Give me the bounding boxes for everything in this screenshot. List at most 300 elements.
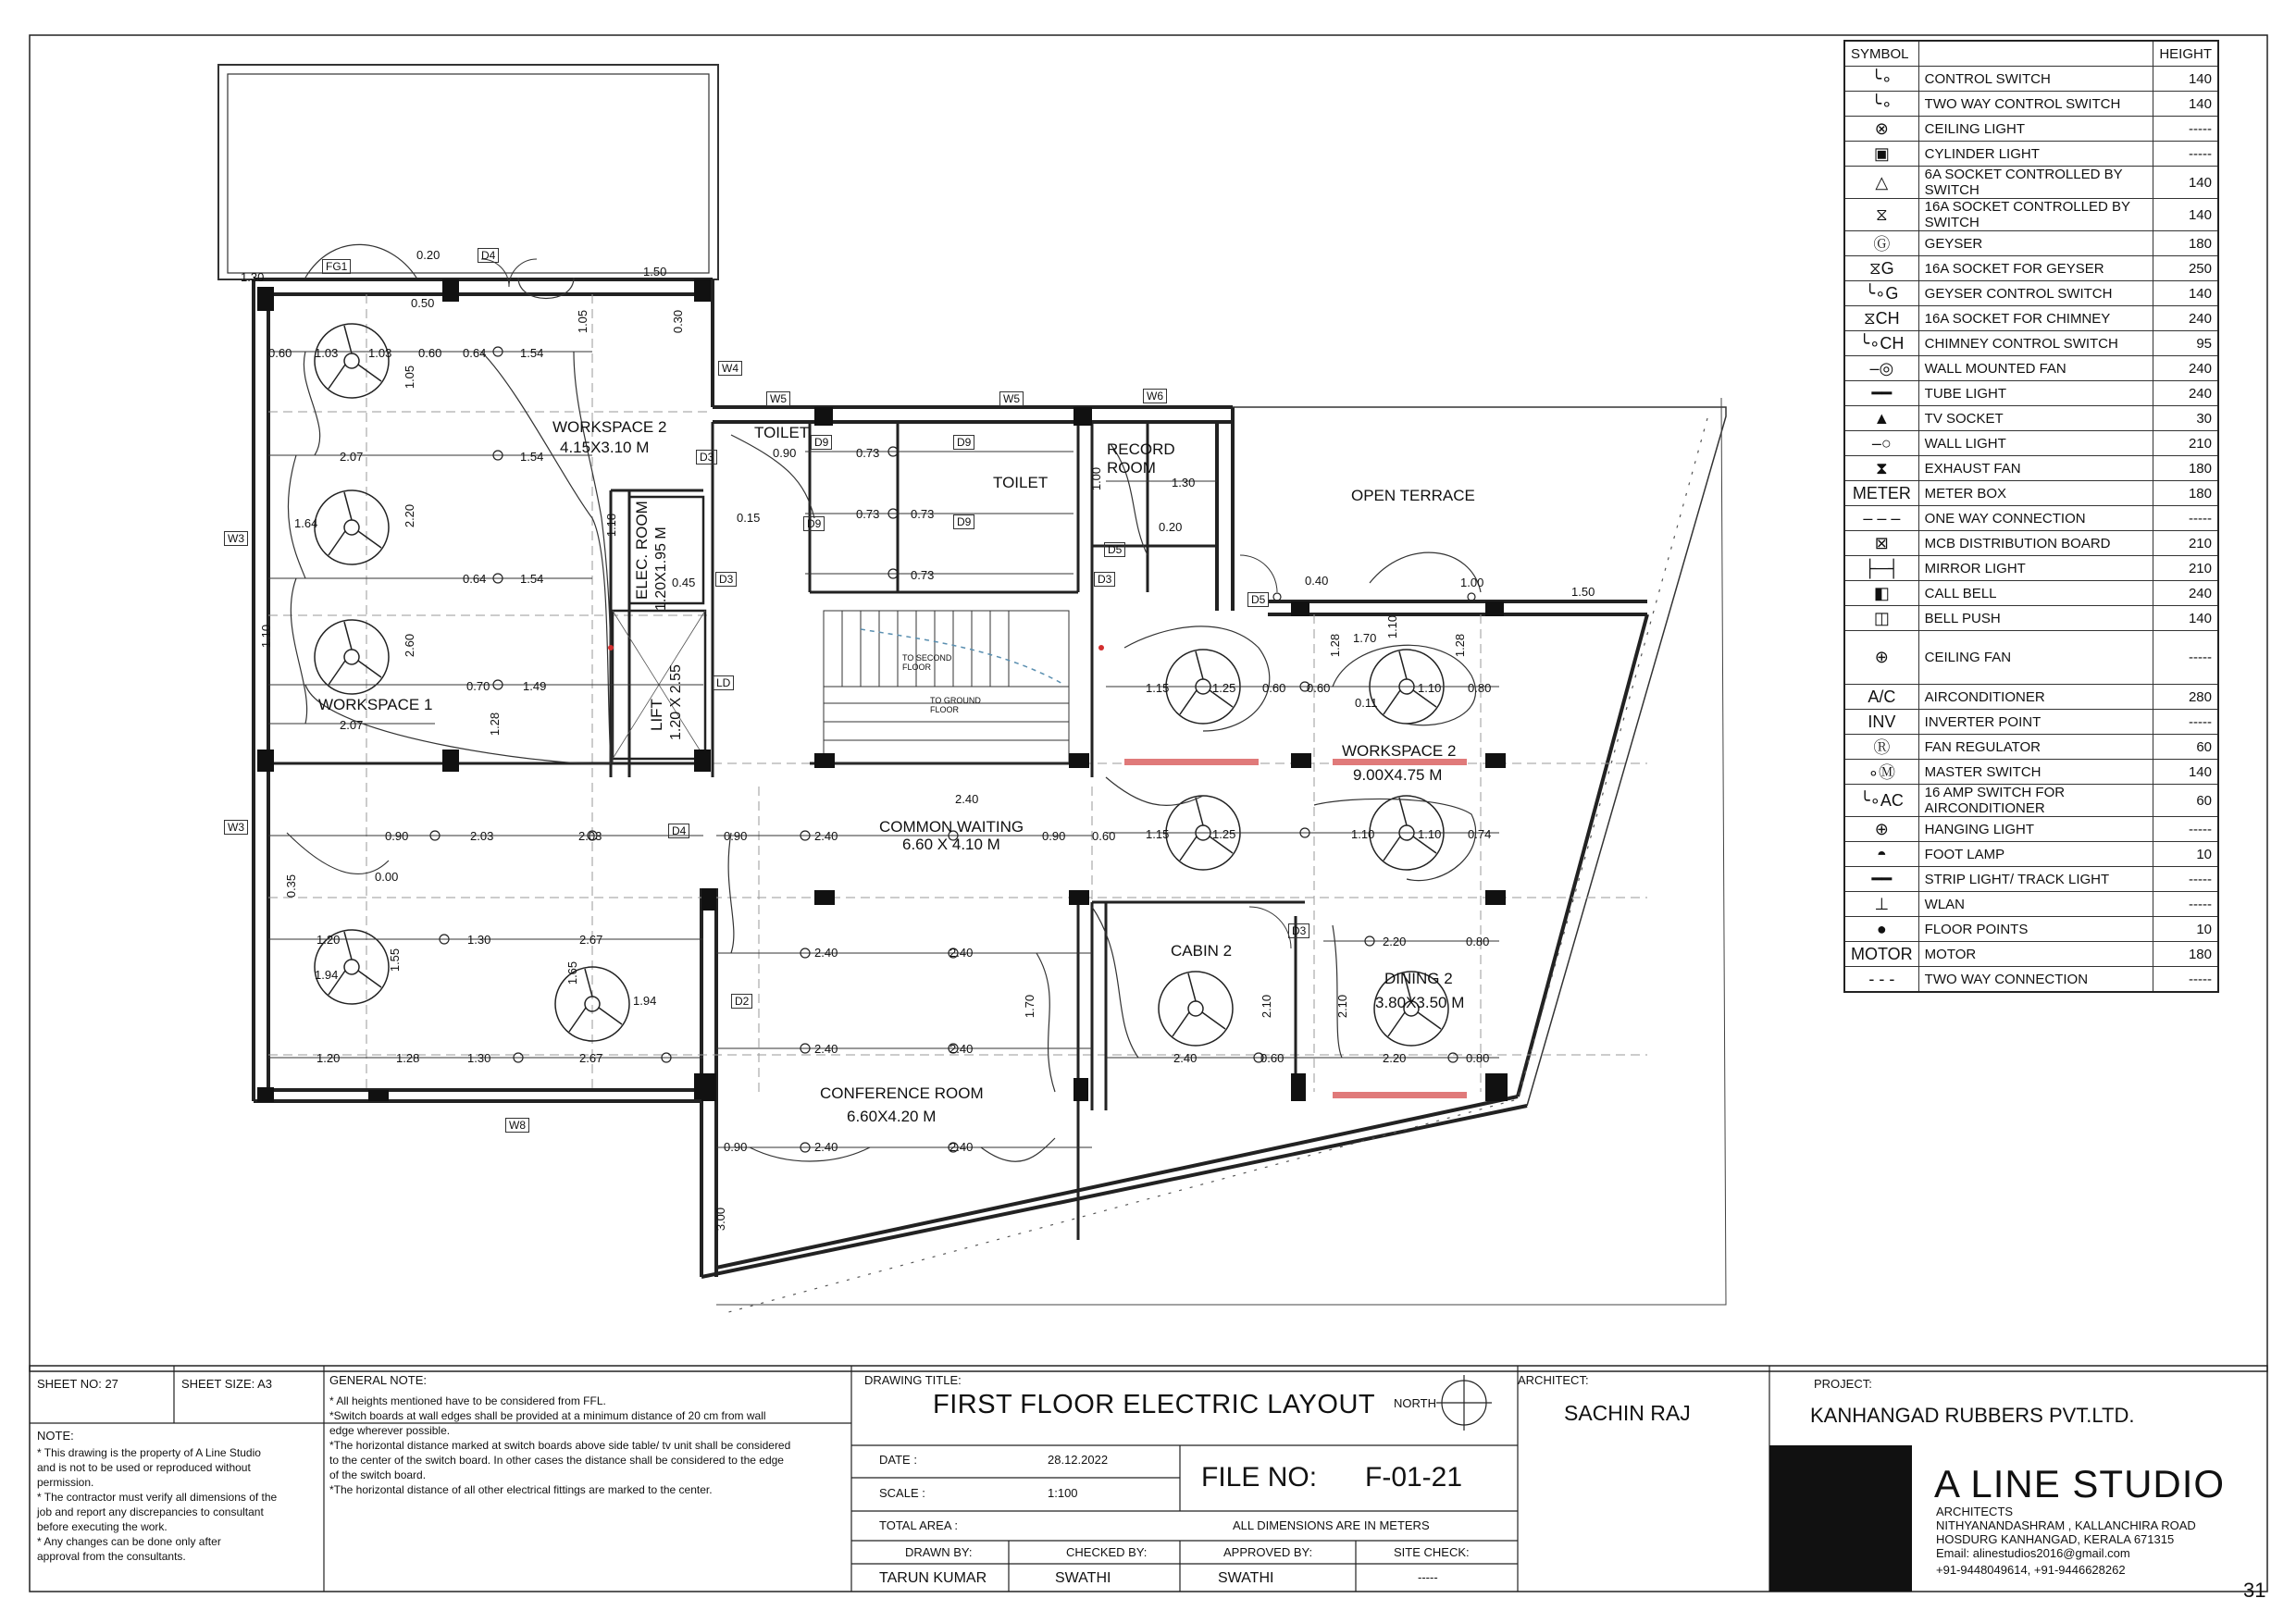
legend-row xyxy=(1844,481,2218,506)
project-name: KANHANGAD RUBBERS PVT.LTD. xyxy=(1810,1404,2135,1427)
sheet-size: SHEET SIZE: A3 xyxy=(181,1377,273,1391)
dimension: 1.20 xyxy=(316,933,341,947)
dimension: 2.20 xyxy=(1383,1051,1407,1065)
dimension: 1.25 xyxy=(1212,681,1236,695)
strip-light-icon: ━━ xyxy=(1844,867,1918,892)
legend-row xyxy=(1844,431,2218,456)
geyser-socket-icon: ⧖G xyxy=(1844,256,1918,281)
legend-height: 250 xyxy=(2153,256,2218,281)
legend-height: ----- xyxy=(2153,631,2218,685)
dimension: 0.11 xyxy=(1355,696,1378,710)
studio-email: Email: alinestudios2016@gmail.com xyxy=(1936,1546,2130,1560)
file-number: F-01-21 xyxy=(1365,1462,1463,1493)
legend-height: 140 xyxy=(2153,167,2218,199)
foot-lamp-icon: ◓ xyxy=(1844,842,1918,867)
studio-address-line: HOSDURG KANHANGAD, KERALA 671315 xyxy=(1936,1532,2175,1546)
legend-label: WALL MOUNTED FAN xyxy=(1918,356,2153,381)
approved-by-label: APPROVED BY: xyxy=(1223,1545,1313,1559)
studio-name: A LINE STUDIO xyxy=(1934,1462,2226,1505)
dimension: 0.90 xyxy=(724,829,748,843)
legend-height: 140 xyxy=(2153,281,2218,306)
legend-label: MOTOR xyxy=(1918,942,2153,967)
page-number: 31 xyxy=(2243,1579,2266,1602)
dimension: 2.40 xyxy=(955,792,979,806)
legend-label: TV SOCKET xyxy=(1918,406,2153,431)
inverter-point-icon: INV xyxy=(1844,710,1918,735)
room-size-lift: 1.20 X 2.55 xyxy=(668,664,684,740)
dimension: 2.10 xyxy=(1260,994,1274,1019)
legend-label: CHIMNEY CONTROL SWITCH xyxy=(1918,331,2153,356)
tag-d9: D9 xyxy=(811,435,832,450)
room-label-common-waiting: COMMON WAITING xyxy=(879,818,1024,836)
dimension: 0.30 xyxy=(671,309,686,334)
room-label-record: RECORD xyxy=(1107,440,1175,458)
dimension: 2.67 xyxy=(579,1051,603,1065)
legend-height: 60 xyxy=(2153,735,2218,760)
tag-w3: W3 xyxy=(224,531,248,546)
dimension: 1.64 xyxy=(294,516,318,530)
general-note-label: GENERAL NOTE: xyxy=(329,1373,427,1387)
dimension: 0.80 xyxy=(1466,1051,1490,1065)
legend-label: WLAN xyxy=(1918,892,2153,917)
legend-label: FAN REGULATOR xyxy=(1918,735,2153,760)
drawn-by-label: DRAWN BY: xyxy=(905,1545,973,1559)
dimension: 0.60 xyxy=(1260,1051,1285,1065)
legend-label: GEYSER CONTROL SWITCH xyxy=(1918,281,2153,306)
legend-label: CYLINDER LIGHT xyxy=(1918,142,2153,167)
site-check-label: SITE CHECK: xyxy=(1394,1545,1470,1559)
legend-row xyxy=(1844,685,2218,710)
dimension: 1.28 xyxy=(488,712,503,737)
geyser-icon: Ⓖ xyxy=(1844,231,1918,256)
dimension: 1.00 xyxy=(1460,576,1484,589)
legend-row xyxy=(1844,199,2218,231)
dimension: 1.03 xyxy=(368,346,392,360)
ceiling-light-icon: ⊗ xyxy=(1844,117,1918,142)
legend-label: ONE WAY CONNECTION xyxy=(1918,506,2153,531)
tag-d5: D5 xyxy=(1104,542,1125,557)
dimension: 0.73 xyxy=(856,507,880,521)
tag-d4: D4 xyxy=(478,248,499,263)
room-label-workspace2: WORKSPACE 2 xyxy=(552,418,667,436)
dimension: 1.30 xyxy=(1172,476,1196,489)
dimension: 2.10 xyxy=(1335,994,1350,1019)
drawing-title: FIRST FLOOR ELECTRIC LAYOUT xyxy=(933,1390,1376,1419)
legend-label: WALL LIGHT xyxy=(1918,431,2153,456)
north-arrow-icon xyxy=(1436,1375,1492,1431)
airconditioner-icon: A/C xyxy=(1844,685,1918,710)
checked-by-label: CHECKED BY: xyxy=(1066,1545,1148,1559)
date-value: 28.12.2022 xyxy=(1048,1453,1109,1467)
legend-row xyxy=(1844,735,2218,760)
dimension: 0.60 xyxy=(1092,829,1116,843)
general-note-line: *The horizontal distance of all other electrical fittings are marked to the center. xyxy=(329,1483,713,1496)
dimension: 1.28 xyxy=(1453,633,1468,658)
legend-row xyxy=(1844,606,2218,631)
room-label-elec-room: ELEC. ROOM xyxy=(633,501,651,600)
room-size-workspace2-east: 9.00X4.75 M xyxy=(1353,766,1443,784)
dimension: 0.73 xyxy=(911,507,935,521)
legend-height: 140 xyxy=(2153,92,2218,117)
legend-label: FOOT LAMP xyxy=(1918,842,2153,867)
legend-label: 16A SOCKET CONTROLLED BY SWITCH xyxy=(1918,199,2153,231)
room-size-workspace2: 4.15X3.10 M xyxy=(560,439,650,456)
dimension: 2.07 xyxy=(340,450,364,464)
legend-label: AIRCONDITIONER xyxy=(1918,685,2153,710)
dimension: 0.74 xyxy=(1468,827,1492,841)
dimension: 1.20 xyxy=(316,1051,341,1065)
socket-6a-icon: △ xyxy=(1844,167,1918,199)
ac-switch-icon: ╰∘AC xyxy=(1844,785,1918,817)
dimension: 2.40 xyxy=(814,1140,838,1154)
room-size-common-waiting: 6.60 X 4.10 M xyxy=(902,836,1000,853)
note-line: and is not to be used or reproduced without xyxy=(37,1461,251,1474)
site-check: ----- xyxy=(1418,1570,1438,1584)
two-way-connection-icon: - - - xyxy=(1844,967,1918,993)
legend-header-symbol: SYMBOL xyxy=(1844,41,1918,67)
dimension: 1.49 xyxy=(523,679,547,693)
legend-label: METER BOX xyxy=(1918,481,2153,506)
legend-row xyxy=(1844,231,2218,256)
legend-row xyxy=(1844,331,2218,356)
dimension: 1.55 xyxy=(388,948,403,973)
wall-fan-icon: –◎ xyxy=(1844,356,1918,381)
room-size-conference-room: 6.60X4.20 M xyxy=(847,1108,937,1125)
legend-label: CEILING FAN xyxy=(1918,631,2153,685)
legend-height: 210 xyxy=(2153,431,2218,456)
stair-label-up-floor: FLOOR xyxy=(902,663,932,672)
tube-light-icon: ━━ xyxy=(1844,381,1918,406)
legend-height: 10 xyxy=(2153,917,2218,942)
tag-d5: D5 xyxy=(1247,592,1269,607)
dimension: 0.00 xyxy=(375,870,399,884)
dimension: 0.80 xyxy=(1466,935,1490,948)
dimension: 0.73 xyxy=(856,446,880,460)
dimension: 2.07 xyxy=(340,718,364,732)
dimension: 1.70 xyxy=(1353,631,1377,645)
legend-row xyxy=(1844,581,2218,606)
dimension: 0.64 xyxy=(463,572,487,586)
general-note-line: of the switch board. xyxy=(329,1468,427,1481)
legend-label: GEYSER xyxy=(1918,231,2153,256)
dimension: 0.80 xyxy=(1468,681,1492,695)
legend-height: 10 xyxy=(2153,842,2218,867)
cylinder-light-icon: ▣ xyxy=(1844,142,1918,167)
scale-label: SCALE : xyxy=(879,1486,925,1500)
legend-height: ----- xyxy=(2153,867,2218,892)
exhaust-fan-icon: ⧗ xyxy=(1844,456,1918,481)
dimension: 0.35 xyxy=(284,873,299,898)
legend-height: 140 xyxy=(2153,760,2218,785)
legend-row xyxy=(1844,356,2218,381)
legend-label: CALL BELL xyxy=(1918,581,2153,606)
ceiling-fan-icon: ⊕ xyxy=(1844,631,1918,685)
dimension: 3.00 xyxy=(714,1207,728,1232)
dimension: 1.50 xyxy=(643,265,667,279)
dimension: 1.28 xyxy=(1328,633,1343,658)
symbol-legend xyxy=(1843,40,2219,993)
total-area-label: TOTAL AREA : xyxy=(879,1518,959,1532)
dimension: 1.25 xyxy=(1212,827,1236,841)
dimension: 1.94 xyxy=(315,968,339,982)
date-label: DATE : xyxy=(879,1453,917,1467)
general-note-line: * All heights mentioned have to be considered from FFL. xyxy=(329,1394,606,1407)
legend-row xyxy=(1844,760,2218,785)
legend-height: 140 xyxy=(2153,199,2218,231)
note-line: approval from the consultants. xyxy=(37,1550,186,1563)
legend-height: ----- xyxy=(2153,817,2218,842)
dimension: 2.40 xyxy=(1173,1051,1198,1065)
drawing-title-label: DRAWING TITLE: xyxy=(864,1373,962,1387)
legend-row xyxy=(1844,631,2218,685)
room-label-dining2: DINING 2 xyxy=(1384,970,1453,987)
legend-row xyxy=(1844,406,2218,431)
legend-height: 210 xyxy=(2153,531,2218,556)
dimension: 1.10 xyxy=(1351,827,1375,841)
architect-name: SACHIN RAJ xyxy=(1564,1401,1691,1425)
legend-header-description xyxy=(1918,41,2153,67)
legend-row xyxy=(1844,117,2218,142)
tag-w3: W3 xyxy=(224,820,248,835)
dimension: 0.50 xyxy=(411,296,435,310)
tag-d2: D2 xyxy=(731,994,752,1009)
legend-height: ----- xyxy=(2153,506,2218,531)
chimney-switch-icon: ╰∘CH xyxy=(1844,331,1918,356)
legend-row xyxy=(1844,917,2218,942)
wlan-icon: ⊥ xyxy=(1844,892,1918,917)
room-label-open-terrace: OPEN TERRACE xyxy=(1351,487,1475,504)
legend-label: MASTER SWITCH xyxy=(1918,760,2153,785)
tag-w6: W6 xyxy=(1143,389,1167,403)
approved-by: SWATHI xyxy=(1218,1570,1274,1586)
legend-row xyxy=(1844,281,2218,306)
legend-label: INVERTER POINT xyxy=(1918,710,2153,735)
legend-height: ----- xyxy=(2153,967,2218,993)
legend-label: TUBE LIGHT xyxy=(1918,381,2153,406)
dimension: 1.65 xyxy=(565,960,580,985)
two-way-switch-icon: ╰∘ xyxy=(1844,92,1918,117)
general-note-line: to the center of the switch board. In other cases the distance shall be considered to the edge xyxy=(329,1454,784,1467)
dimension: 1.54 xyxy=(520,450,544,464)
legend-row xyxy=(1844,67,2218,92)
legend-row xyxy=(1844,506,2218,531)
dimension: 1.03 xyxy=(315,346,339,360)
legend-row xyxy=(1844,381,2218,406)
dimension: 1.00 xyxy=(1089,466,1104,491)
dimension: 1.30 xyxy=(241,270,265,284)
dimension: 1.10 xyxy=(1385,614,1400,639)
note-line: before executing the work. xyxy=(37,1520,168,1533)
note-line: * The contractor must verify all dimensions of the xyxy=(37,1491,278,1504)
dimension: 2.20 xyxy=(403,503,417,528)
control-switch-icon: ╰∘ xyxy=(1844,67,1918,92)
legend-row xyxy=(1844,556,2218,581)
legend-row xyxy=(1844,306,2218,331)
legend-label: 16A SOCKET FOR GEYSER xyxy=(1918,256,2153,281)
dimension: 0.70 xyxy=(466,679,490,693)
studio-address-line: NITHYANANDASHRAM , KALLANCHIRA ROAD xyxy=(1936,1518,2196,1532)
legend-height: 240 xyxy=(2153,581,2218,606)
dimension: 0.20 xyxy=(1159,520,1183,534)
legend-row xyxy=(1844,167,2218,199)
legend-height: 240 xyxy=(2153,306,2218,331)
checked-by: SWATHI xyxy=(1055,1570,1111,1586)
tag-d3: D3 xyxy=(1288,923,1309,938)
room-label-conference-room: CONFERENCE ROOM xyxy=(820,1084,984,1102)
tag-d9: D9 xyxy=(803,516,825,531)
note-line: * Any changes can be done only after xyxy=(37,1535,221,1548)
dimension: 1.15 xyxy=(1146,827,1170,841)
room-label-lift: LIFT xyxy=(648,699,665,731)
tag-fg1: FG1 xyxy=(322,259,351,274)
geyser-switch-icon: ╰∘G xyxy=(1844,281,1918,306)
note-line: permission. xyxy=(37,1476,94,1489)
room-label-record-room: ROOM xyxy=(1107,459,1156,477)
studio-logo xyxy=(1769,1445,1912,1592)
drawn-by: TARUN KUMAR xyxy=(879,1570,987,1586)
dimension: 1.18 xyxy=(604,513,619,538)
master-switch-icon: ∘Ⓜ xyxy=(1844,760,1918,785)
project-label: PROJECT: xyxy=(1814,1377,1872,1391)
legend-label: 16A SOCKET FOR CHIMNEY xyxy=(1918,306,2153,331)
legend-height: 95 xyxy=(2153,331,2218,356)
legend-label: FLOOR POINTS xyxy=(1918,917,2153,942)
legend-row xyxy=(1844,867,2218,892)
legend-label: CONTROL SWITCH xyxy=(1918,67,2153,92)
dimension: 1.05 xyxy=(403,365,417,390)
tag-d4: D4 xyxy=(668,824,689,838)
legend-row xyxy=(1844,785,2218,817)
general-note-line: edge wherever possible. xyxy=(329,1424,451,1437)
tag-d9: D9 xyxy=(953,435,974,450)
dimension: 0.60 xyxy=(1307,681,1331,695)
legend-label: 16 AMP SWITCH FOR AIRCONDITIONER xyxy=(1918,785,2153,817)
dimension: 2.20 xyxy=(1383,935,1407,948)
dimension: 0.60 xyxy=(1262,681,1286,695)
dimension: 0.20 xyxy=(416,248,441,262)
legend-row xyxy=(1844,967,2218,993)
dimension: 1.54 xyxy=(520,346,544,360)
legend-height: 140 xyxy=(2153,606,2218,631)
stair-label-down-floor: FLOOR xyxy=(930,705,960,714)
legend-label: STRIP LIGHT/ TRACK LIGHT xyxy=(1918,867,2153,892)
stair-label-up: TO SECOND xyxy=(902,653,952,663)
note-label: NOTE: xyxy=(37,1429,74,1443)
dimension: 2.40 xyxy=(949,1140,974,1154)
legend-row xyxy=(1844,942,2218,967)
legend-height: ----- xyxy=(2153,892,2218,917)
room-size-dining2: 3.80X3.50 M xyxy=(1375,994,1465,1011)
room-label-workspace1: WORKSPACE 1 xyxy=(318,696,433,713)
floor-points-icon: ● xyxy=(1844,917,1918,942)
legend-row xyxy=(1844,817,2218,842)
dimension: 1.10 xyxy=(1418,681,1442,695)
meter-box-icon: METER xyxy=(1844,481,1918,506)
dimension: 0.90 xyxy=(1042,829,1066,843)
fan-regulator-icon: Ⓡ xyxy=(1844,735,1918,760)
hanging-light-icon: ⊕ xyxy=(1844,817,1918,842)
dimension: 0.90 xyxy=(385,829,409,843)
legend-label: CEILING LIGHT xyxy=(1918,117,2153,142)
legend-header-height: HEIGHT xyxy=(2153,41,2218,67)
dimension: 1.54 xyxy=(520,572,544,586)
dimension: 2.67 xyxy=(579,933,603,947)
general-notes xyxy=(329,1394,790,1497)
legend-row xyxy=(1844,531,2218,556)
studio-phone: +91-9448049614, +91-9446628262 xyxy=(1936,1563,2126,1577)
legend-label: MCB DISTRIBUTION BOARD xyxy=(1918,531,2153,556)
north-label: NORTH xyxy=(1394,1396,1436,1410)
legend-height: 180 xyxy=(2153,456,2218,481)
tag-w4: W4 xyxy=(718,361,742,376)
legend-height: ----- xyxy=(2153,710,2218,735)
bell-push-icon: ◫ xyxy=(1844,606,1918,631)
dimension: 0.60 xyxy=(268,346,292,360)
legend-label: 6A SOCKET CONTROLLED BY SWITCH xyxy=(1918,167,2153,199)
call-bell-icon: ◧ xyxy=(1844,581,1918,606)
tag-d3: D3 xyxy=(715,572,737,587)
dimension: 2.40 xyxy=(949,946,974,960)
dimension: 1.28 xyxy=(396,1051,420,1065)
room-label-toilet: TOILET xyxy=(993,474,1049,491)
legend-height: 240 xyxy=(2153,356,2218,381)
dimension: 1.30 xyxy=(467,933,491,947)
legend-label: HANGING LIGHT xyxy=(1918,817,2153,842)
sheet-number: SHEET NO: 27 xyxy=(37,1377,118,1391)
architect-label: ARCHITECT: xyxy=(1518,1373,1589,1387)
dimension: 2.60 xyxy=(403,633,417,658)
legend-row xyxy=(1844,92,2218,117)
legend-label: EXHAUST FAN xyxy=(1918,456,2153,481)
general-note-line: *Switch boards at wall edges shall be provided at a minimum distance of 20 cm from wall xyxy=(329,1409,766,1422)
motor-icon: MOTOR xyxy=(1844,942,1918,967)
tv-socket-icon: ▲ xyxy=(1844,406,1918,431)
socket-16a-icon: ⧖ xyxy=(1844,199,1918,231)
scale-value: 1:100 xyxy=(1048,1486,1078,1500)
dimension: 1.05 xyxy=(576,309,590,334)
dimension: 1.15 xyxy=(1146,681,1170,695)
legend-label: BELL PUSH xyxy=(1918,606,2153,631)
legend-height: 280 xyxy=(2153,685,2218,710)
legend-height: 30 xyxy=(2153,406,2218,431)
dimension: 0.15 xyxy=(737,511,761,525)
legend-height: ----- xyxy=(2153,117,2218,142)
legend-height: ----- xyxy=(2153,142,2218,167)
dimension: 0.90 xyxy=(773,446,797,460)
tag-w5: W5 xyxy=(766,391,790,406)
dimension: 1.10 xyxy=(259,624,274,649)
legend-row xyxy=(1844,456,2218,481)
dimension: 0.40 xyxy=(1305,574,1329,588)
note-line: job and report any discrepancies to consultant xyxy=(37,1505,264,1518)
room-size-elec-room: 1.20X1.95 M xyxy=(653,527,669,611)
legend-row xyxy=(1844,842,2218,867)
tag-ld: LD xyxy=(713,675,734,690)
dimension: 0.64 xyxy=(463,346,487,360)
tag-w8: W8 xyxy=(505,1118,529,1133)
legend-label: TWO WAY CONNECTION xyxy=(1918,967,2153,993)
dimension: 1.94 xyxy=(633,994,657,1008)
note-line: * This drawing is the property of A Line Studio xyxy=(37,1446,261,1459)
legend-height: 60 xyxy=(2153,785,2218,817)
room-label-cabin2: CABIN 2 xyxy=(1171,942,1233,960)
dimension: 2.40 xyxy=(949,1042,974,1056)
wall-light-icon: –○ xyxy=(1844,431,1918,456)
dimension: 0.60 xyxy=(418,346,442,360)
legend-height: 180 xyxy=(2153,481,2218,506)
legend-height: 180 xyxy=(2153,942,2218,967)
tag-d3: D3 xyxy=(696,450,717,465)
